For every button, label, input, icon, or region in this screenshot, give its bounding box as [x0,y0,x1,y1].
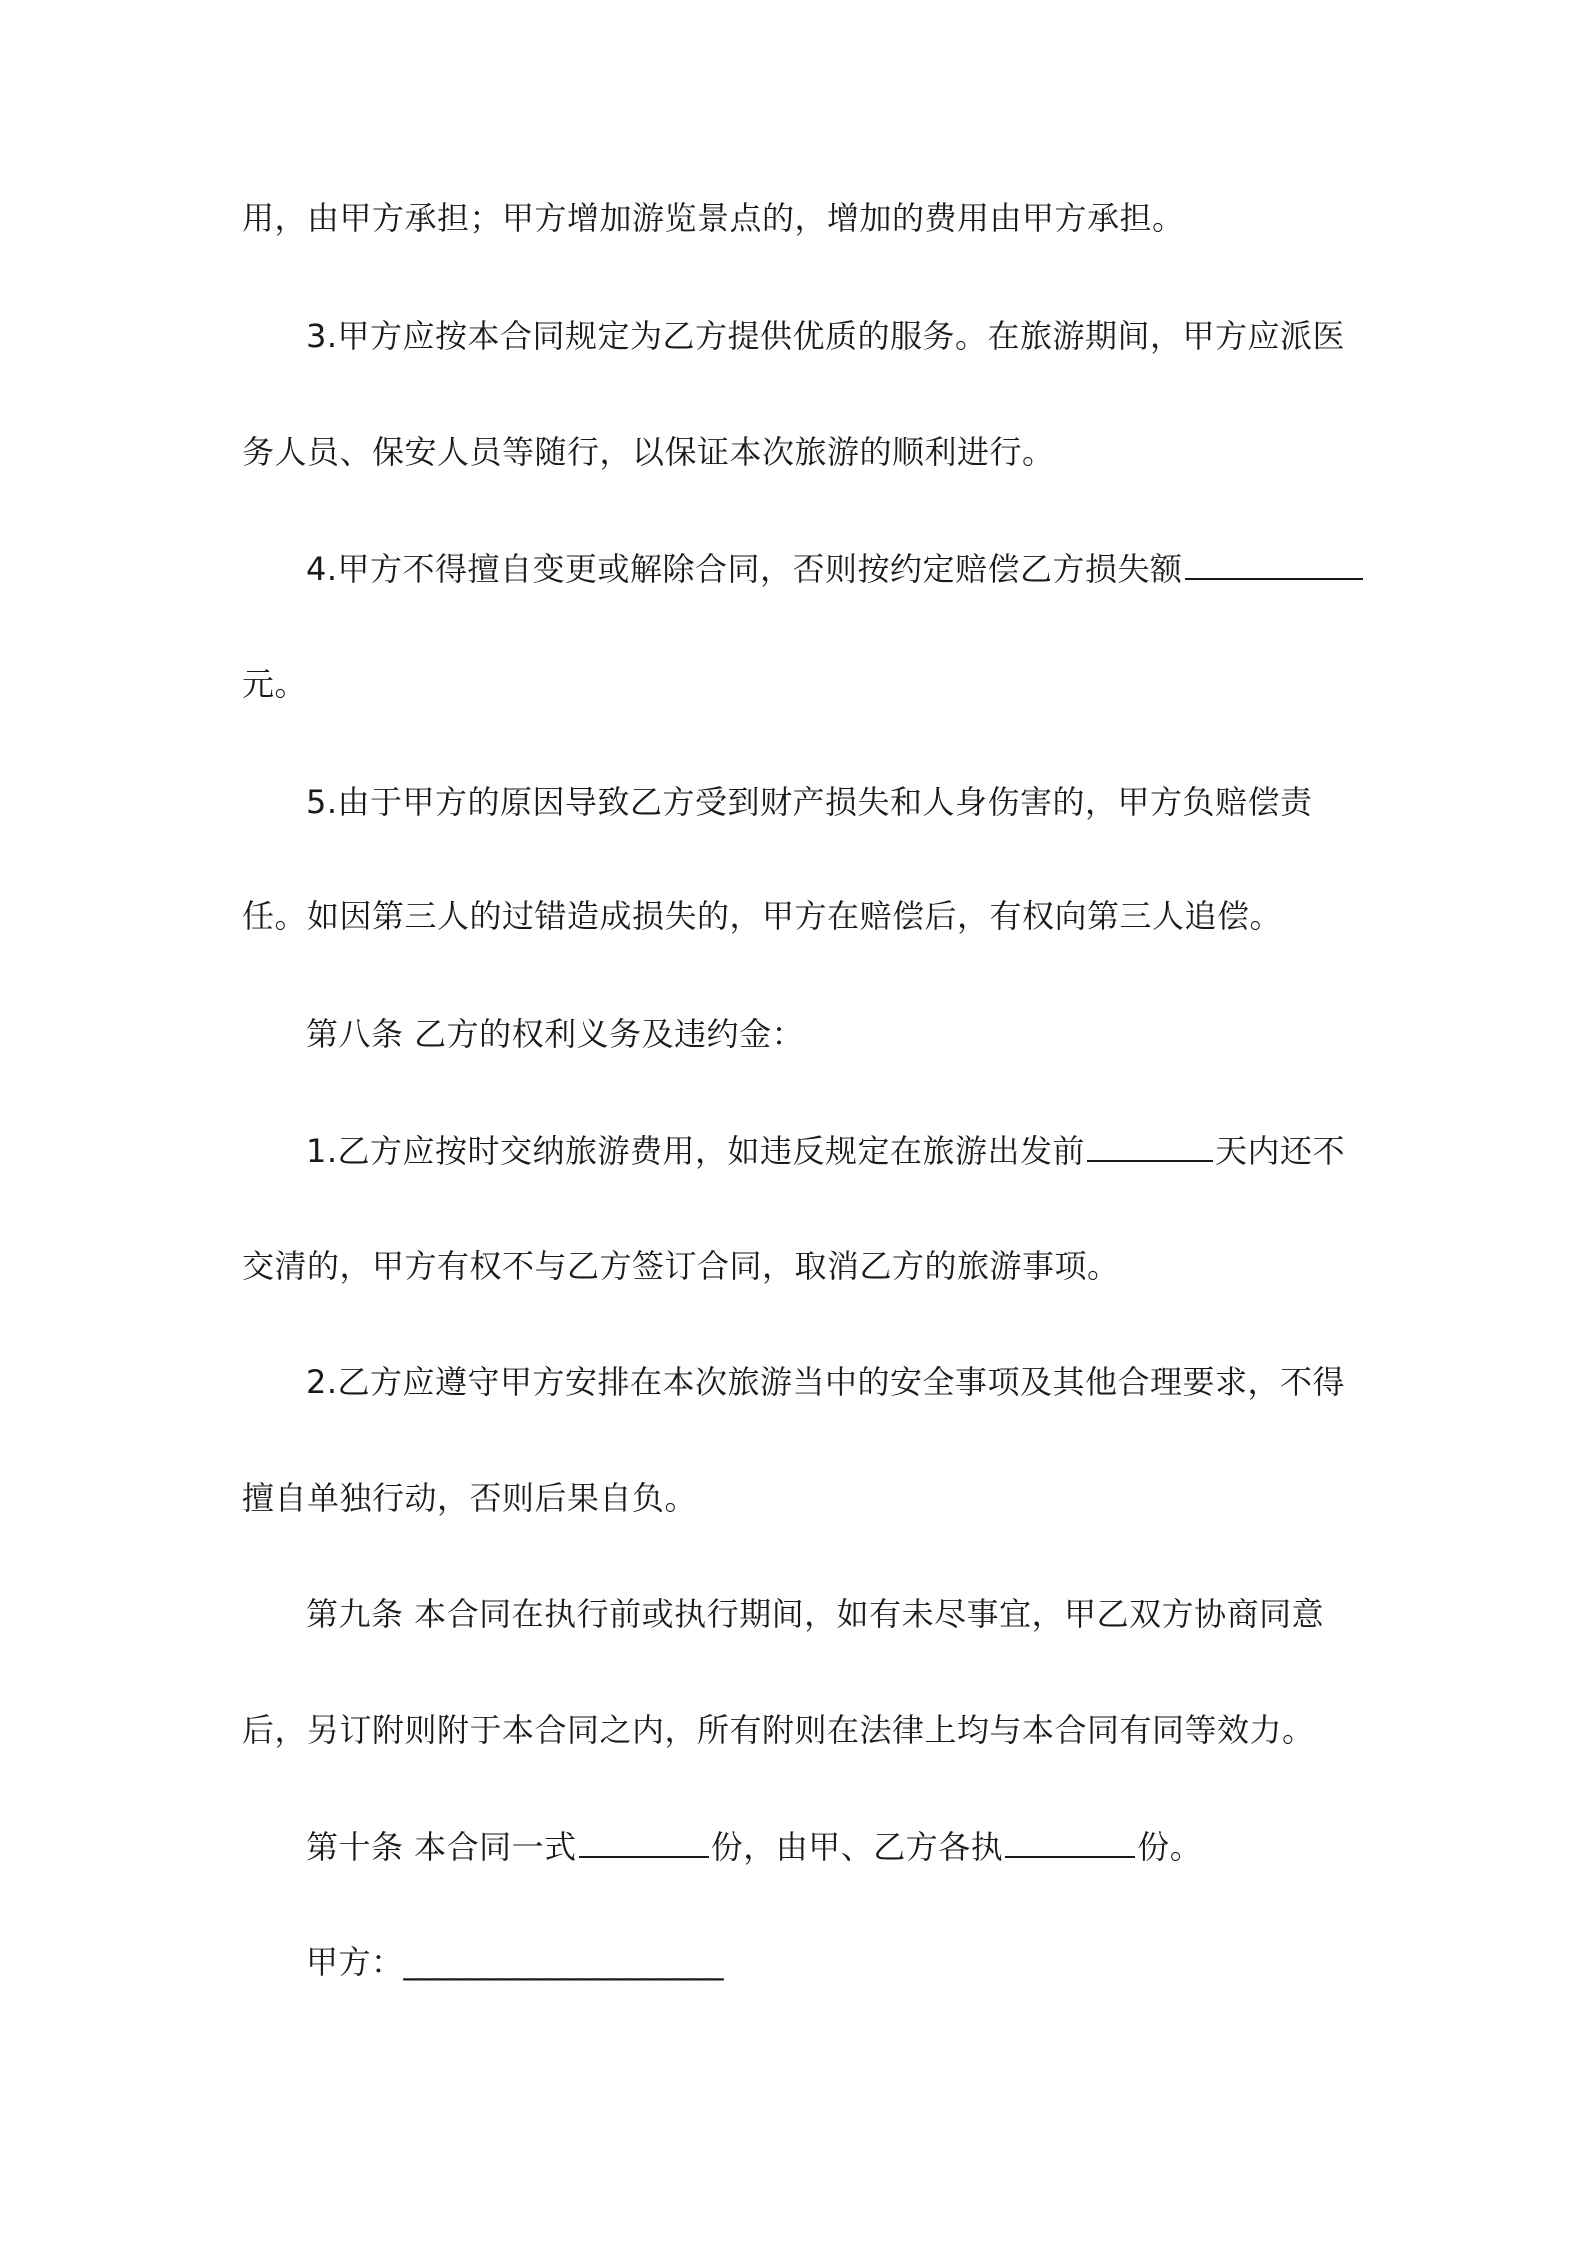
paragraph-line [242,198,1185,238]
text-line: 3.甲方应按本合同规定为乙方提供优质的服务。在旅游期间，甲方应派医 [306,317,1346,355]
text-line: 第八条 乙方的权利义务及违约金： [306,1015,805,1053]
text-line: 擅自单独行动，否则后果自负。 [242,1479,698,1517]
article-heading [306,1014,804,1054]
text-line: 5.由于甲方的原因导致乙方受到财产损失和人身伤害的，甲方负赔偿责 [306,783,1313,821]
text-line: 1.乙方应按时交纳旅游费用，如违反规定在旅游出发前 [306,1132,1086,1170]
text-line: 天内还不 [1215,1132,1346,1170]
paragraph-line [242,1710,1315,1750]
signature-line-party-a [306,1942,724,1982]
paragraph-line [242,664,307,704]
paragraph-line [306,548,1365,589]
article-heading [306,1826,1202,1867]
text-line: 元。 [242,665,308,703]
text-line: 份。 [1137,1828,1203,1866]
text-line: 用，由甲方承担；甲方增加游览景点的，增加的费用由甲方承担。 [242,199,1185,237]
text-line: 任。如因第三人的过错造成损失的，甲方在赔偿后，有权向第三人追偿。 [242,897,1283,935]
paragraph-line [242,1246,1120,1286]
signature-label: 甲方： [306,1943,404,1981]
fill-blank-copies-each[interactable] [1005,1826,1135,1858]
text-line: 后，另订附则附于本合同之内，所有附则在法律上均与本合同有同等效力。 [242,1711,1315,1749]
fill-blank-amount[interactable] [1185,548,1363,580]
text-line: 第九条 本合同在执行前或执行期间，如有未尽事宜，甲乙双方协商同意 [306,1595,1325,1633]
paragraph-line [306,316,1345,356]
paragraph-line [242,1478,697,1518]
text-line: 4.甲方不得擅自变更或解除合同，否则按约定赔偿乙方损失额 [306,550,1183,588]
fill-blank-days[interactable] [1087,1130,1213,1162]
text-line: 份，由甲、乙方各执 [710,1828,1004,1866]
text-line: 2.乙方应遵守甲方安排在本次旅游当中的安全事项及其他合理要求，不得 [306,1363,1346,1401]
paragraph-line [242,432,1055,472]
text-line: 第十条 本合同一式 [306,1828,577,1866]
text-line: 交清的，甲方有权不与乙方签订合同，取消乙方的旅游事项。 [242,1247,1120,1285]
paragraph-line [242,896,1282,936]
signature-blank[interactable]: ____________________ [403,1943,724,1981]
paragraph-line [306,782,1313,822]
paragraph-line [306,1362,1345,1402]
paragraph-line [306,1130,1345,1171]
fill-blank-copies-total[interactable] [579,1826,709,1858]
text-line: 务人员、保安人员等随行，以保证本次旅游的顺利进行。 [242,433,1055,471]
article-heading [306,1594,1324,1634]
